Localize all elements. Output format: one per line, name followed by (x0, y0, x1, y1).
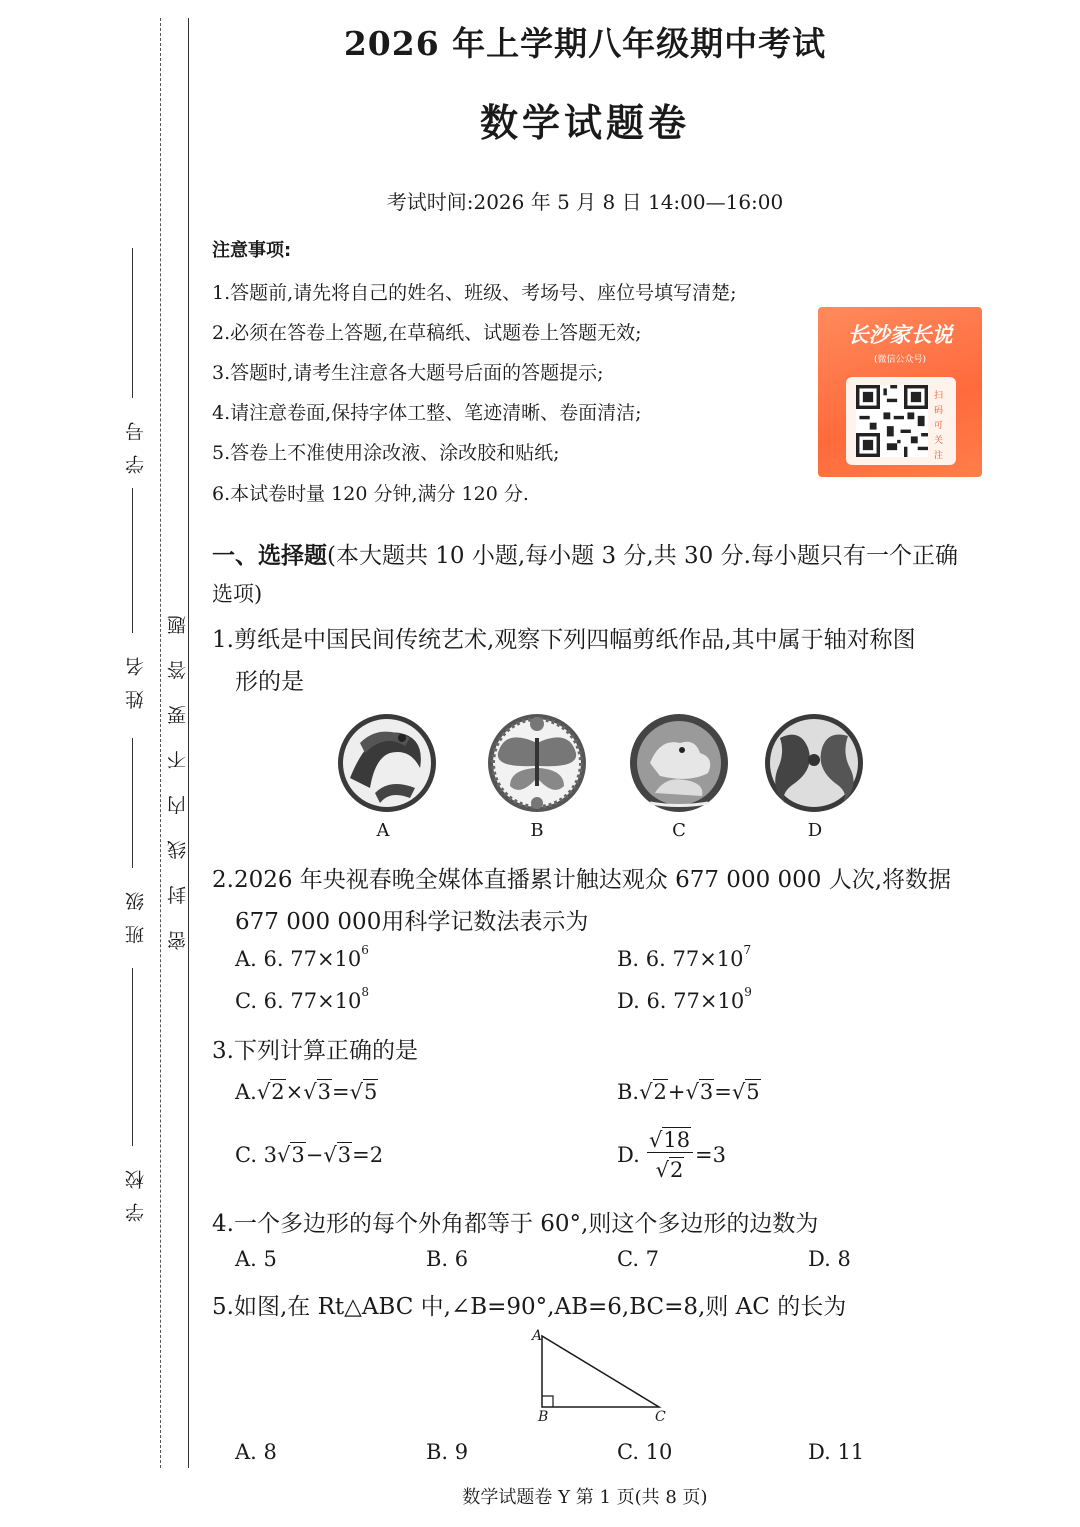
binding-dotted-line (160, 18, 161, 1468)
notice-title: 注意事项: (212, 240, 292, 261)
q3-option-b: B.√2+√3=√5 (617, 1080, 760, 1104)
ad-scan-text: 扫码可关注 (934, 391, 944, 461)
exam-title: 2026 年上学期八年级期中考试 (343, 24, 827, 63)
section-title: 一、选择题 (212, 543, 327, 569)
notice-item: 6.本试卷时量 120 分钟,满分 120 分. (212, 483, 529, 505)
class-field (118, 738, 148, 968)
papercut-b-butterfly-icon (488, 714, 586, 812)
q4-option-b: B. 6 (426, 1247, 469, 1271)
papercut-d-dragon-phoenix-icon (765, 714, 863, 812)
notice-item: 3.答题时,请考生注意各大题号后面的答题提示; (212, 362, 604, 384)
q2-option-c: C. 6. $77\times 10^8$ (235, 985, 370, 1013)
question-4-text: 4.一个多边形的每个外角都等于 60°,则这个多边形的边数为 (212, 1211, 819, 1237)
qr-card (846, 377, 956, 465)
q3-option-c: C. 3√3−√3=2 (235, 1143, 384, 1167)
papercut-label-c: C (672, 820, 686, 841)
papercut-c-ducks-icon (630, 714, 728, 812)
section-description-cont: 选项) (212, 582, 263, 606)
wechat-qr-ad (818, 307, 982, 477)
school-label: 学校 (125, 1156, 147, 1222)
section-description: (本大题共 10 小题,每小题 3 分,共 30 分.每小题只有一个正确 (327, 543, 958, 569)
vertex-b-label: B (538, 1409, 549, 1425)
section-heading (212, 537, 958, 570)
question-1-text: 1.剪纸是中国民间传统艺术,观察下列四幅剪纸作品,其中属于轴对称图 (212, 627, 916, 653)
seal-line-warning: 密 封 线 内 不 要 答 题 (167, 605, 189, 950)
student-id-label: 学号 (125, 408, 147, 474)
question-1-text-cont: 形的是 (235, 669, 304, 695)
q4-option-c: C. 7 (617, 1247, 660, 1271)
question-3-text: 3.下列计算正确的是 (212, 1038, 418, 1064)
name-field (118, 488, 148, 728)
q4-option-a: A. 5 (235, 1247, 277, 1271)
vertex-c-label: C (655, 1409, 666, 1425)
papercut-images (330, 708, 870, 818)
papercut-a-phoenix-icon (338, 714, 436, 812)
notice-item: 4.请注意卷面,保持字体工整、笔迹清晰、卷面清洁; (212, 402, 642, 424)
notice-item: 5.答卷上不准使用涂改液、涂改胶和贴纸; (212, 442, 560, 464)
question-5-text: 5.如图,在 Rt△ABC 中,∠B=90°,AB=6,BC=8,则 AC 的长为 (212, 1294, 847, 1320)
q2-option-d: D. 6. $77\times 10^9$ (617, 985, 752, 1013)
q5-option-b: B. 9 (426, 1440, 469, 1464)
papercut-label-a: A (376, 820, 390, 841)
question-2-text: 2.2026 年央视春晚全媒体直播累计触达观众 677 000 000 人次,将数据 (212, 867, 952, 893)
q5-option-c: C. 10 (617, 1440, 673, 1464)
q4-option-d: D. 8 (808, 1247, 851, 1271)
question-2-text-cont: 677 000 000用科学记数法表示为 (235, 909, 589, 935)
notice-item: 2.必须在答卷上答题,在草稿纸、试题卷上答题无效; (212, 322, 642, 344)
q3-option-a: A.√2×√3=√5 (235, 1080, 378, 1104)
qr-code-icon (856, 385, 928, 457)
class-label: 班级 (125, 878, 147, 944)
q2-option-a: A. 6. $77\times 10^6$ (235, 943, 369, 971)
paper-title: 数学试题卷 (479, 100, 690, 145)
ad-subtitle: (微信公众号) (873, 355, 927, 365)
exam-time: 考试时间:2026 年 5 月 8 日 14:00—16:00 (386, 190, 784, 214)
q5-option-a: A. 8 (235, 1440, 277, 1464)
page-footer: 数学试题卷 Y 第 1 页(共 8 页) (462, 1487, 708, 1508)
q2-option-b: B. 6. $77\times 10^7$ (617, 943, 752, 971)
school-field (118, 968, 148, 1228)
vertex-a-label: A (532, 1328, 543, 1344)
name-label: 姓名 (125, 643, 147, 709)
ad-title: 长沙家长说 (847, 323, 953, 347)
notice-item: 1.答题前,请先将自己的姓名、班级、考场号、座位号填写清楚; (212, 282, 737, 304)
papercut-label-b: B (530, 820, 544, 841)
q5-option-d: D. 11 (808, 1440, 865, 1464)
papercut-label-d: D (807, 820, 823, 841)
student-id-field (118, 248, 148, 478)
